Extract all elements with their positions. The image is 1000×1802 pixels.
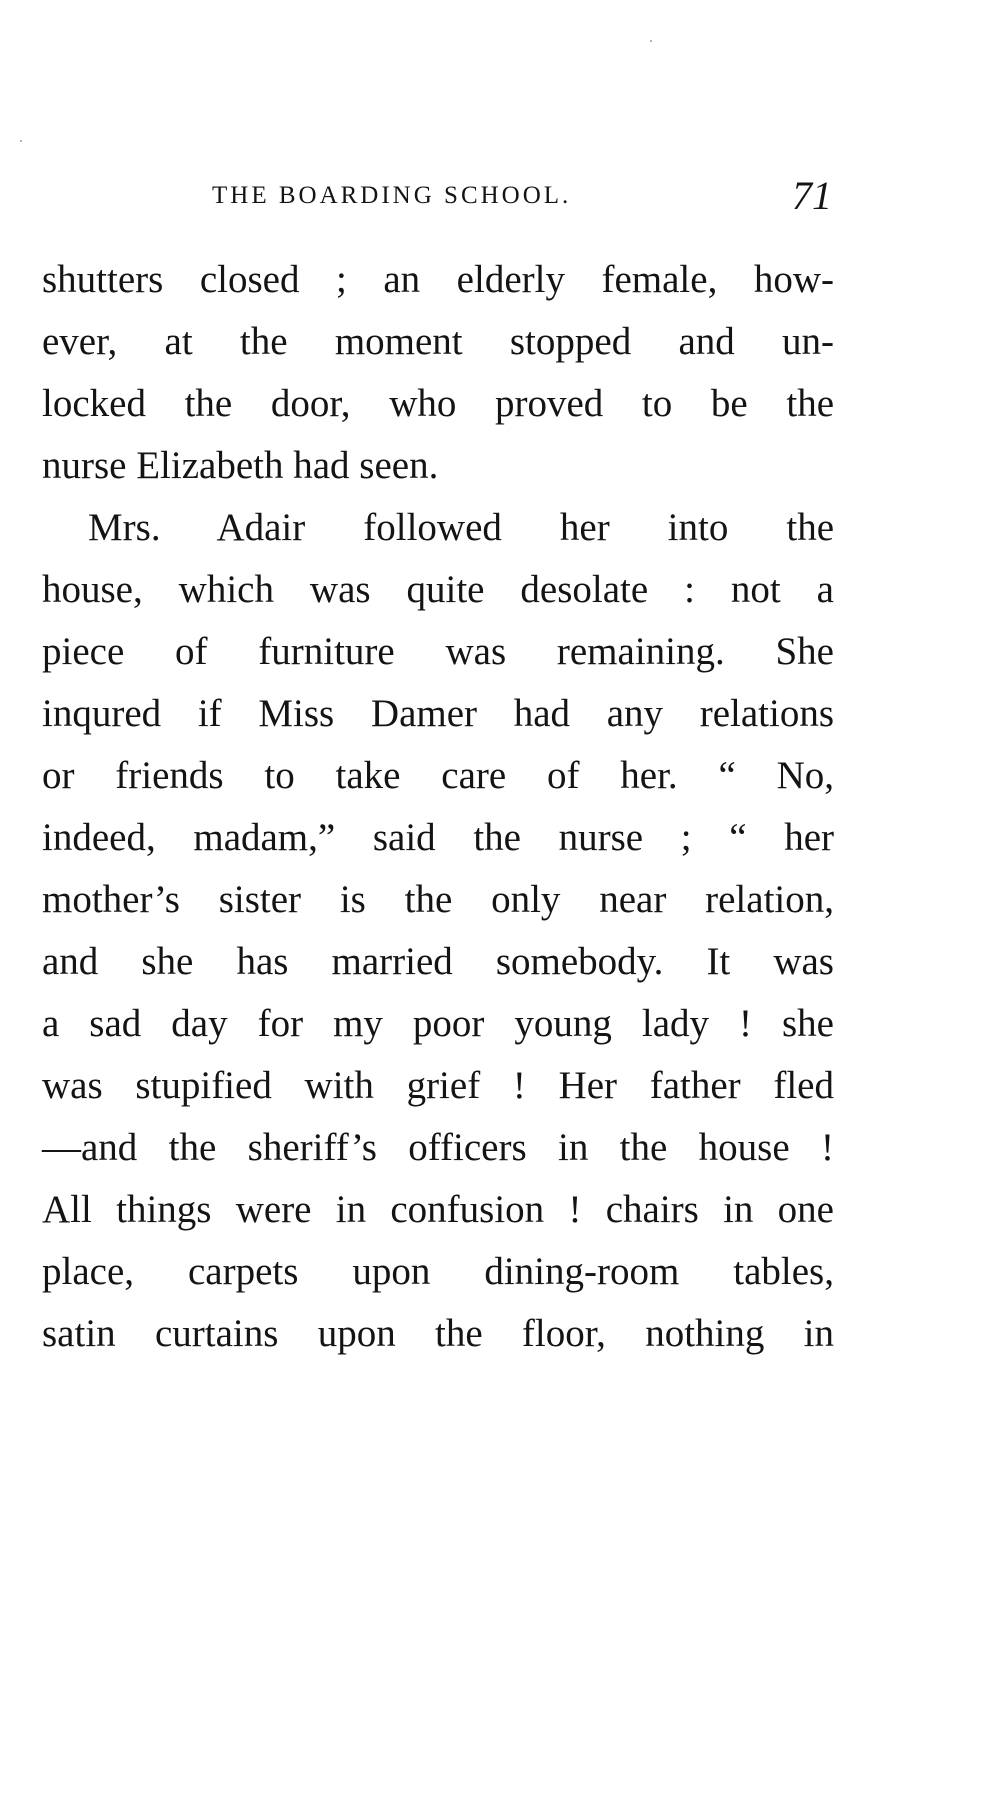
text-line: place, carpets upon dining-room tables,: [42, 1250, 834, 1293]
text-line: —and the sheriff’s officers in the house !: [42, 1126, 834, 1169]
text-line: All things were in confusion ! chairs in one: [42, 1188, 834, 1231]
text-line: piece of furniture was remaining. She: [42, 630, 834, 673]
paragraph-first-line: Mrs. Adair followed her into the: [88, 506, 834, 549]
text-line: or friends to take care of her. “ No,: [42, 754, 834, 797]
text-line: inqured if Miss Damer had any relations: [42, 692, 834, 735]
paper-speck: [650, 40, 652, 42]
text-line: ever, at the moment stopped and un-: [42, 320, 834, 363]
text-line: house, which was quite desolate : not a: [42, 568, 834, 611]
page-number: 71: [792, 173, 832, 218]
text-line: mother’s sister is the only near relation,: [42, 878, 834, 921]
text-line: shutters closed ; an elderly female, how-: [42, 258, 834, 301]
running-head: [212, 172, 832, 222]
text-line: a sad day for my poor young lady ! she: [42, 1002, 834, 1045]
paper-speck: [20, 140, 22, 142]
text-line: was stupified with grief ! Her father fled: [42, 1064, 834, 1107]
text-line: and she has married somebody. It was: [42, 940, 834, 983]
text-line: nurse Elizabeth had seen.: [42, 444, 439, 487]
text-line: satin curtains upon the floor, nothing in: [42, 1312, 834, 1355]
running-title: THE BOARDING SCHOOL.: [212, 182, 572, 209]
text-line: indeed, madam,” said the nurse ; “ her: [42, 816, 834, 859]
text-line: locked the door, who proved to be the: [42, 382, 834, 425]
